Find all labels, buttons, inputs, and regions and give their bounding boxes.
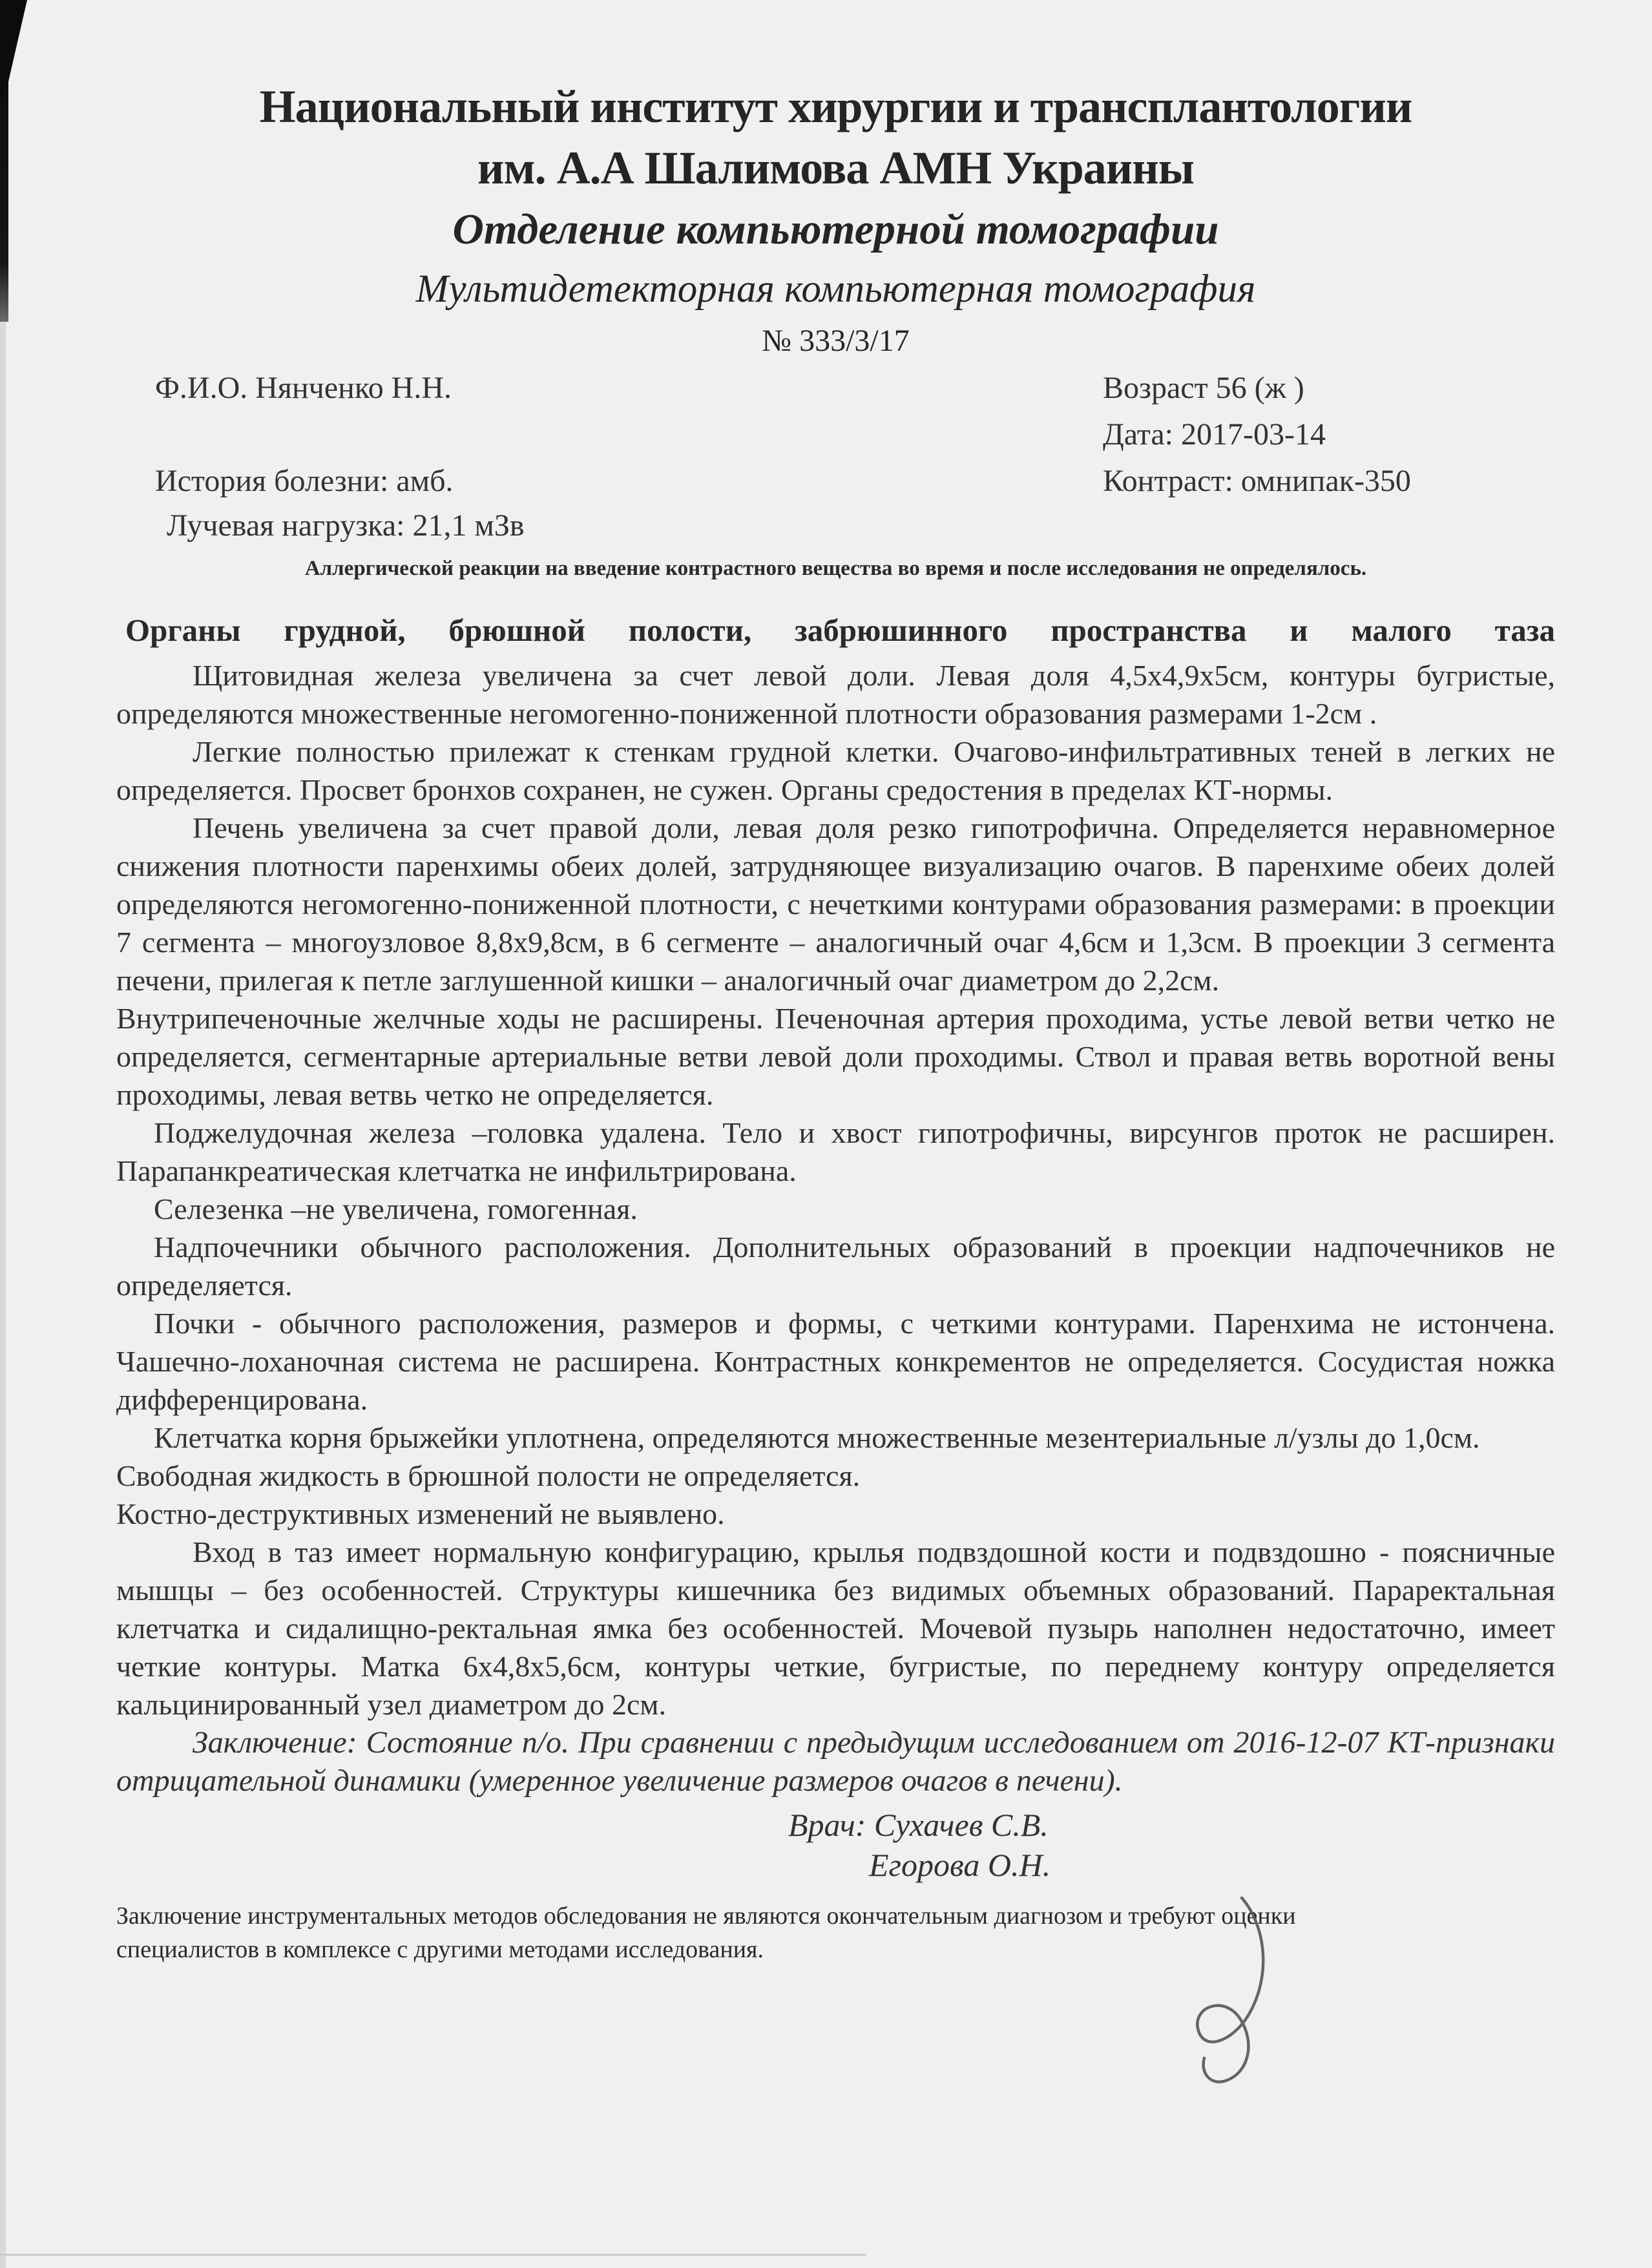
radiation-dose: Лучевая нагрузка: 21,1 мЗв [167, 508, 525, 543]
doctor-name-1: Врач: Сухачев С.В. [788, 1807, 1049, 1843]
paragraph-mesentery: Клетчатка корня брыжейки уплотнена, определяются множественные мезентериальные л/узлы до 1,0см. [154, 1421, 1480, 1454]
patient-empty-cell [1103, 503, 1555, 549]
report-body [116, 656, 1555, 1800]
paragraph-pelvis: Вход в таз имеет нормальную конфигурацию, крылья подвздошной кости и подвздошно - поясничные мышцы – без особенностей. Структуры кишечника без видимых объемных образований. Параректальная клетчатка и сидалищно-ректальная ямка без особенностей. Мочевой пузырь наполнен недостаточно, имеет четкие контуры. Матка 6х4,8х5,6см, контуры четкие, бугристые, по переднему контуру определяется кальцинированный узел диаметром до 2см. [116, 1535, 1555, 1721]
footer-line2: специалистов в комплексе с другими методами исследования. [116, 1936, 764, 1963]
patient-history: История болезни: амб. [155, 464, 454, 498]
doctor-name-2: Егорова О.Н. [869, 1847, 1051, 1883]
document-content [116, 76, 1555, 1966]
paragraph-bones: Костно-деструктивных изменений не выявлено. [116, 1497, 725, 1530]
section-title: Органы грудной, брюшной полости, забрюшинного пространства и малого таза [125, 612, 1555, 648]
paragraph-free-fluid: Свободная жидкость в брюшной полости не определяется. [116, 1459, 861, 1492]
signature-block [116, 1805, 1555, 1885]
patient-fio: Ф.И.О. Нянченко Н.Н. [155, 371, 452, 405]
study-date: Дата: 2017-03-14 [1103, 417, 1326, 452]
handwritten-signature-icon [1169, 1893, 1305, 2093]
paragraph-bile-ducts: Внутрипеченочные желчные ходы не расширены. Печеночная артерия проходима, устье левой ветви четко не определяется, сегментарные артериальные ветви левой доли проходимы. Ствол и правая ветвь воротной вены проходимы, левая ветвь четко не определяется. [116, 1002, 1555, 1111]
paragraph-lungs: Легкие полностью прилежат к стенкам грудной клетки. Очагово-инфильтративных теней в легких не определяется. Просвет бронхов сохранен, не сужен. Органы средостения в пределах КТ-нормы. [116, 735, 1555, 806]
institute-name-line2: им. А.А Шалимова АМН Украины [477, 142, 1194, 194]
paragraph-conclusion: Заключение: Состояние п/о. При сравнении с предыдущим исследованием от 2016-12-07 КТ-признаки отрицательной динамики (умеренное увеличение размеров очагов в печени). [116, 1725, 1555, 1798]
department-title: Отделение компьютерной томографии [452, 205, 1219, 253]
footer-disclaimer [116, 1899, 1555, 1966]
patient-empty-cell [116, 410, 1103, 460]
paragraph-thyroid: Щитовидная железа увеличена за счет левой доли. Левая доля 4,5х4,9х5см, контуры бугристые, определяются множественные негомогенно-пониженной плотности образования размерами 1-2см . [116, 659, 1555, 730]
scan-bottom-edge-line [0, 2254, 866, 2256]
contrast-agent: Контраст: омнипак-350 [1103, 464, 1411, 498]
study-type-title: Мультидетекторная компьютерная томография [415, 267, 1256, 311]
report-number: № 333/3/17 [762, 324, 910, 358]
paragraph-liver: Печень увеличена за счет правой доли, левая доля резко гипотрофична. Определяется неравномерное снижения плотности паренхимы обеих долей, затрудняющее визуализацию очагов. В паренхиме обеих долей определяются негомогенно-пониженной плотности, с нечеткими контурами образования размерами: в проекции 7 сегмента – многоузловое 8,8х9,8см, в 6 сегменте – аналогичный очаг 4,6см и 1,3см. В проекции 3 сегмента печени, прилегая к петле заглушенной кишки – аналогичный очаг диаметром до 2,2см. [116, 811, 1555, 997]
patient-age: Возраст 56 (ж ) [1103, 371, 1304, 405]
footer-line1: Заключение инструментальных методов обследования не являются окончательным диагнозом и требуют оценки [116, 1902, 1296, 1930]
institute-name-line1: Национальный институт хирургии и трансплантологии [259, 81, 1412, 132]
paragraph-adrenals: Надпочечники обычного расположения. Дополнительных образований в проекции надпочечников не определяется. [116, 1231, 1555, 1302]
paragraph-spleen: Селезенка –не увеличена, гомогенная. [154, 1192, 638, 1225]
paragraph-pancreas: Поджелудочная железа –головка удалена. Тело и хвост гипотрофичны, вирсунгов проток не расширен. Парапанкреатическая клетчатка не инфильтрирована. [116, 1116, 1555, 1187]
scan-edge-shadow [0, 322, 6, 2268]
allergy-note: Аллергической реакции на введение контрастного вещества во время и после исследования не определялось. [304, 557, 1367, 580]
scan-corner-artifact [0, 0, 27, 97]
document-header [116, 76, 1555, 363]
patient-info-block [116, 367, 1555, 583]
paragraph-kidneys: Почки - обычного расположения, размеров и формы, с четкими контурами. Паренхима не истончена. Чашечно-лоханочная система не расширена. Контрастных конкрементов не определяется. Сосудистая ножка дифференцирована. [116, 1307, 1555, 1416]
